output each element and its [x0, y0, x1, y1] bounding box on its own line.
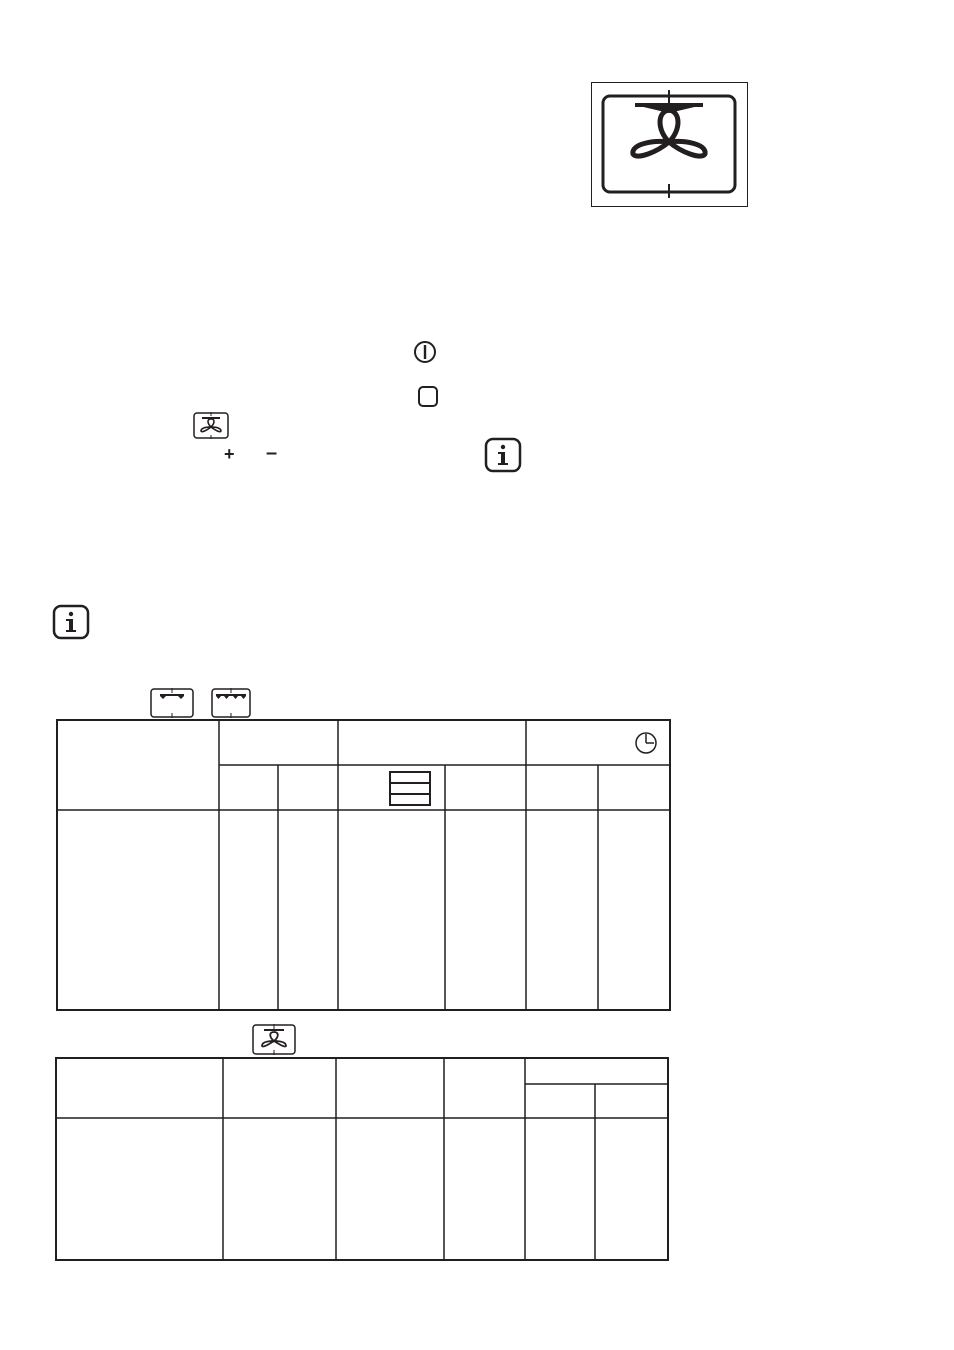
baking-table-top-bottom-heat: [56, 719, 672, 1013]
fan-bottom-heat-icon: [193, 412, 229, 439]
on-off-icon: [413, 340, 437, 364]
shelf-levels-icon: [390, 772, 430, 805]
clock-icon: [636, 733, 656, 753]
function-symbol-frame: [591, 82, 748, 207]
stop-square-icon: [417, 385, 439, 409]
info-icon: [484, 437, 522, 473]
fan-bottom-heat-icon: [591, 82, 748, 207]
baking-table-fan-heat: [55, 1057, 671, 1263]
minus-symbol: –: [266, 442, 278, 464]
fan-bottom-heat-icon: [252, 1024, 296, 1055]
grill-heat-icon: [211, 688, 251, 718]
top-bottom-heat-icon: [150, 688, 194, 718]
plus-symbol: +: [224, 444, 235, 464]
note-info-icon: [52, 604, 90, 640]
